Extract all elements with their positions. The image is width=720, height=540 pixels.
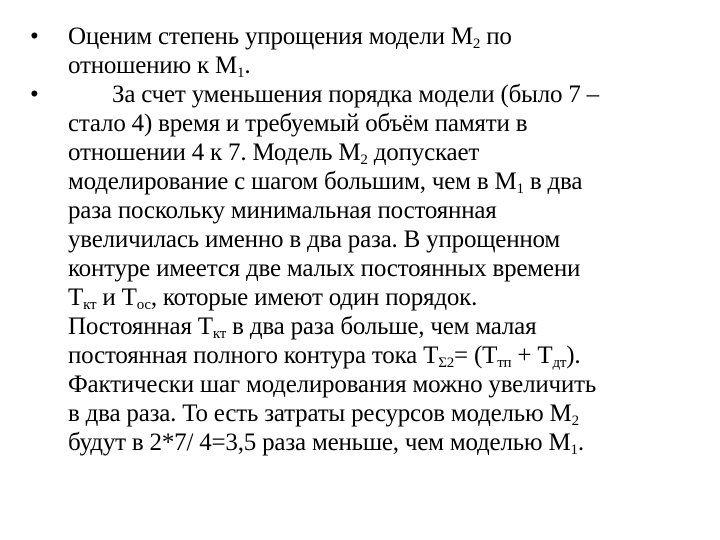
- text-run: в два раза больше, чем малая: [226, 313, 537, 340]
- text-run: Т: [68, 284, 84, 311]
- text-line: [68, 312, 698, 341]
- text-run: стало 4) время и требуемый объём памяти в: [68, 110, 528, 137]
- subscript: Σ2: [438, 355, 455, 371]
- bullet-marker: •: [30, 81, 39, 108]
- bullet-item: [30, 80, 698, 457]
- text-run: будут в 2*7/ 4=3,5 раза меньше, чем моделью М: [68, 429, 571, 456]
- text-run: отношению к М: [68, 52, 238, 79]
- text-run: .: [577, 429, 584, 456]
- subscript: тп: [497, 355, 512, 371]
- text-line: [68, 196, 698, 225]
- text-line: [68, 22, 698, 51]
- text-run: в два: [523, 168, 583, 195]
- text-line: [68, 51, 698, 80]
- text-line: [68, 109, 698, 138]
- bullet-marker: •: [30, 23, 39, 50]
- text-run: .: [244, 52, 251, 79]
- subscript: 2: [472, 36, 481, 52]
- text-run: отношении 4 к 7. Модель М: [68, 139, 361, 166]
- text-run: постоянная полного контура тока Т: [68, 342, 439, 369]
- text-run: За счет уменьшения порядка модели (было 7 –: [112, 81, 599, 108]
- text-run: раза поскольку минимальная постоянная: [68, 197, 497, 224]
- text-line: [68, 225, 698, 254]
- subscript: ос: [136, 297, 151, 313]
- text-line: [68, 341, 698, 370]
- text-run: контуре имеется две малых постоянных времени: [68, 255, 581, 282]
- text-run: увеличилась именно в два раза. В упрощенном: [68, 226, 560, 253]
- subscript: 1: [516, 181, 524, 197]
- text-run: в два раза. То есть затраты ресурсов моделью М: [68, 400, 572, 427]
- text-run: Постоянная Т: [68, 313, 213, 340]
- subscript: 1: [570, 442, 578, 458]
- text-run: моделирование с шагом большим, чем в М: [68, 168, 517, 195]
- text-run: и Т: [96, 284, 137, 311]
- text-line: [68, 399, 698, 428]
- text-run: допускает: [367, 139, 480, 166]
- text-line: [68, 138, 698, 167]
- subscript: кт: [83, 297, 97, 313]
- subscript: 2: [571, 413, 579, 429]
- text-line: [68, 283, 698, 312]
- text-run: = (Т: [454, 342, 498, 369]
- text-line: [68, 167, 698, 196]
- text-line: [68, 370, 698, 399]
- bullet-item: [30, 22, 698, 80]
- text-run: + Т: [511, 342, 553, 369]
- bullet-list: [30, 22, 698, 457]
- subscript: дт: [552, 355, 567, 371]
- text-run: Оценим степень упрощения модели М: [68, 23, 473, 50]
- text-line: [68, 428, 698, 457]
- text-line: [68, 80, 698, 109]
- subscript: 1: [237, 65, 245, 81]
- text-run: , которые имеют один порядок.: [150, 284, 478, 311]
- text-run: ).: [566, 342, 581, 369]
- subscript: кт: [212, 326, 227, 342]
- text-run: Фактически шаг моделирования можно увеличить: [68, 371, 597, 398]
- text-line: [68, 254, 698, 283]
- text-run: по: [480, 23, 512, 50]
- subscript: 2: [360, 152, 368, 168]
